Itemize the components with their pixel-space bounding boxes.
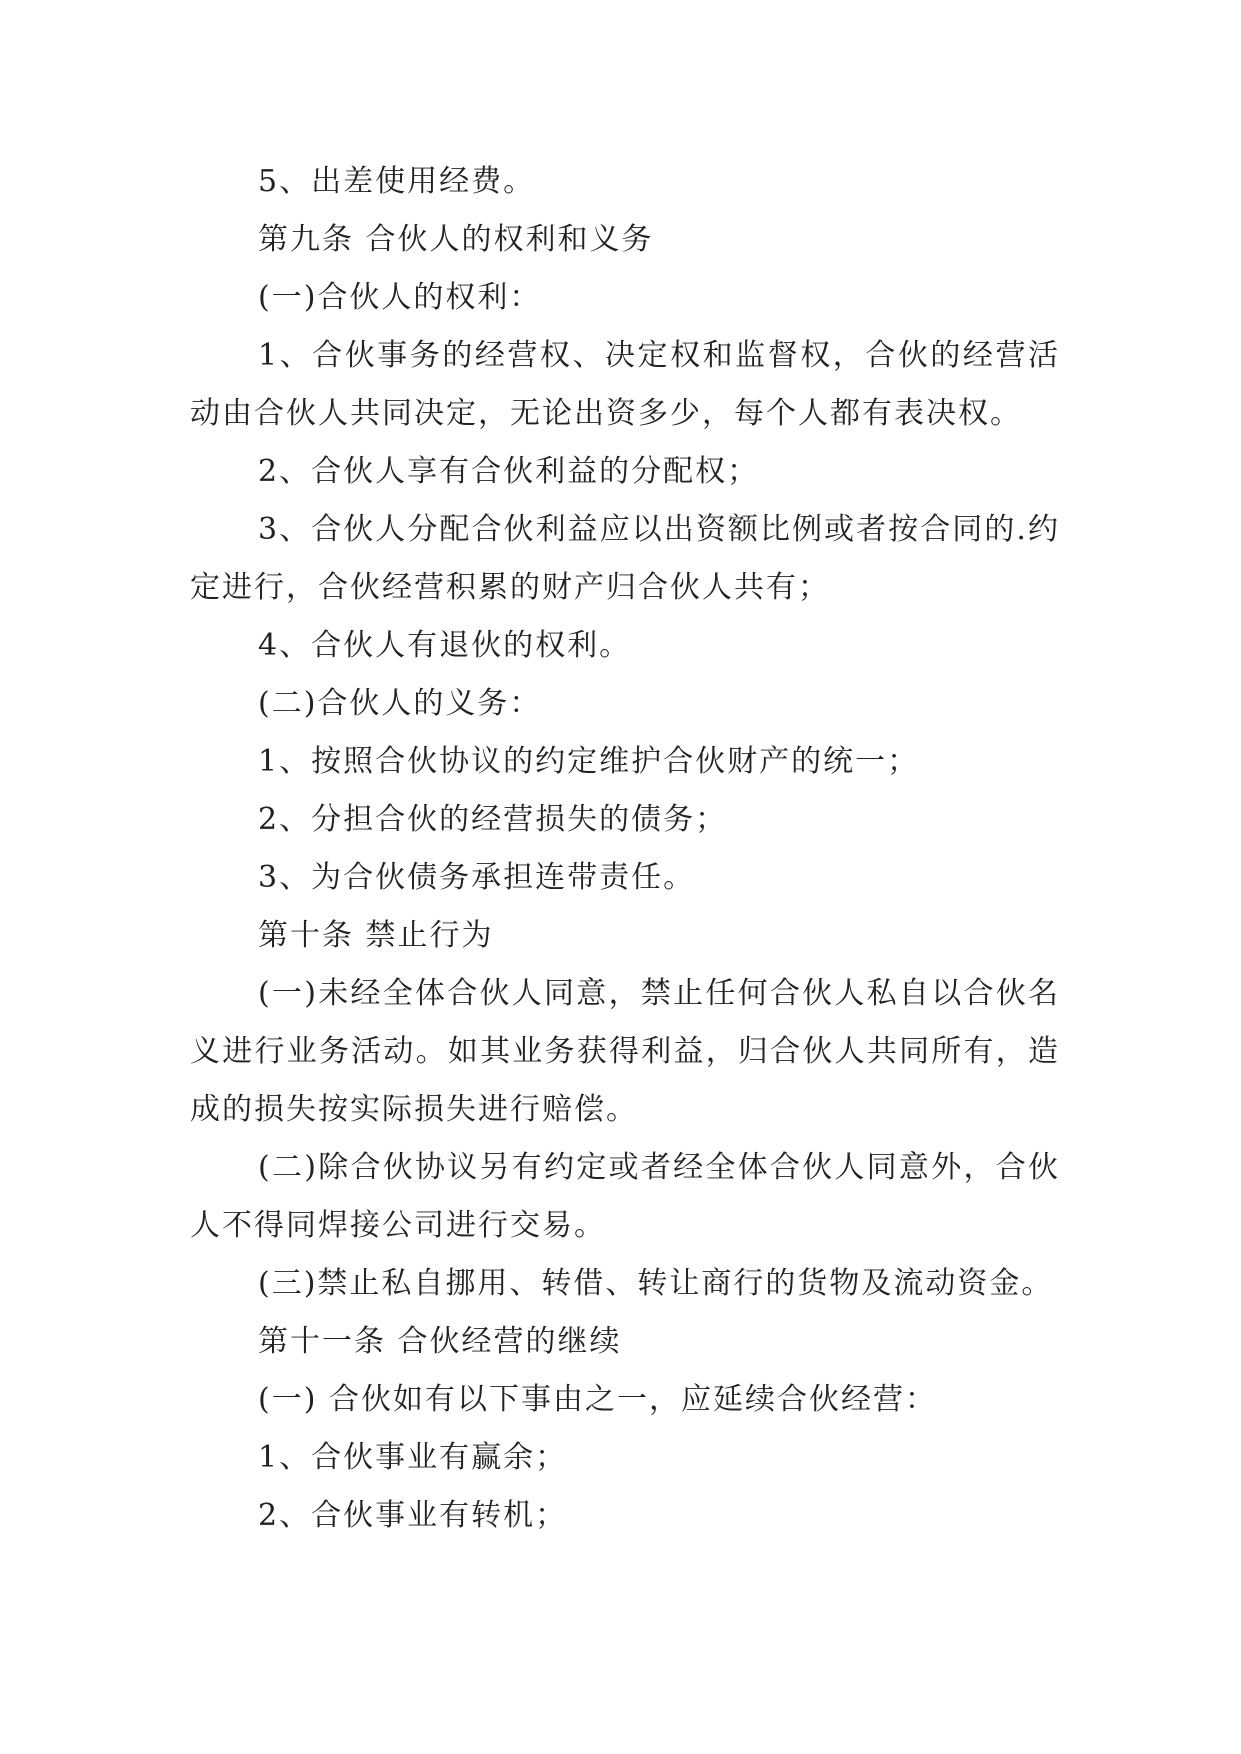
paragraph: (一)未经全体合伙人同意，禁止任何合伙人私自以合伙名义进行业务活动。如其业务获得利益，归合伙人共同所有，造成的损失按实际损失进行赔偿。 (190, 976, 1060, 1127)
section-heading: 第九条 合伙人的权利和义务 (258, 222, 654, 257)
paragraph: 2、分担合伙的经营损失的债务； (258, 802, 728, 837)
paragraph: 2、合伙人享有合伙利益的分配权； (258, 454, 760, 489)
subsection-heading: (二)合伙人的义务： (258, 686, 542, 721)
paragraph: (二)除合伙协议另有约定或者经全体合伙人同意外，合伙人不得同焊接公司进行交易。 (190, 1150, 1060, 1243)
paragraph: 3、为合伙债务承担连带责任。 (258, 860, 696, 895)
paragraph: 4、合伙人有退伙的权利。 (258, 628, 632, 663)
paragraph: 1、合伙事务的经营权、决定权和监督权，合伙的经营活动由合伙人共同决定，无论出资多少，每个人都有表决权。 (190, 338, 1060, 431)
paragraph: 1、合伙事业有赢余； (258, 1440, 568, 1475)
paragraph: 1、按照合伙协议的约定维护合伙财产的统一； (258, 744, 920, 779)
section-heading: 第十条 禁止行为 (258, 918, 494, 953)
paragraph: (三)禁止私自挪用、转借、转让商行的货物及流动资金。 (258, 1266, 1054, 1301)
subsection-heading: (一) 合伙如有以下事由之一，应延续合伙经营： (258, 1382, 937, 1417)
paragraph: 5、出差使用经费。 (258, 164, 536, 199)
paragraph: 2、合伙事业有转机； (258, 1498, 568, 1533)
section-heading: 第十一条 合伙经营的继续 (258, 1324, 622, 1359)
paragraph: 3、合伙人分配合伙利益应以出资额比例或者按合同的.约定进行，合伙经营积累的财产归合伙人共有； (190, 512, 1060, 605)
document-body (190, 153, 1060, 1545)
subsection-heading: (一)合伙人的权利： (258, 280, 542, 315)
